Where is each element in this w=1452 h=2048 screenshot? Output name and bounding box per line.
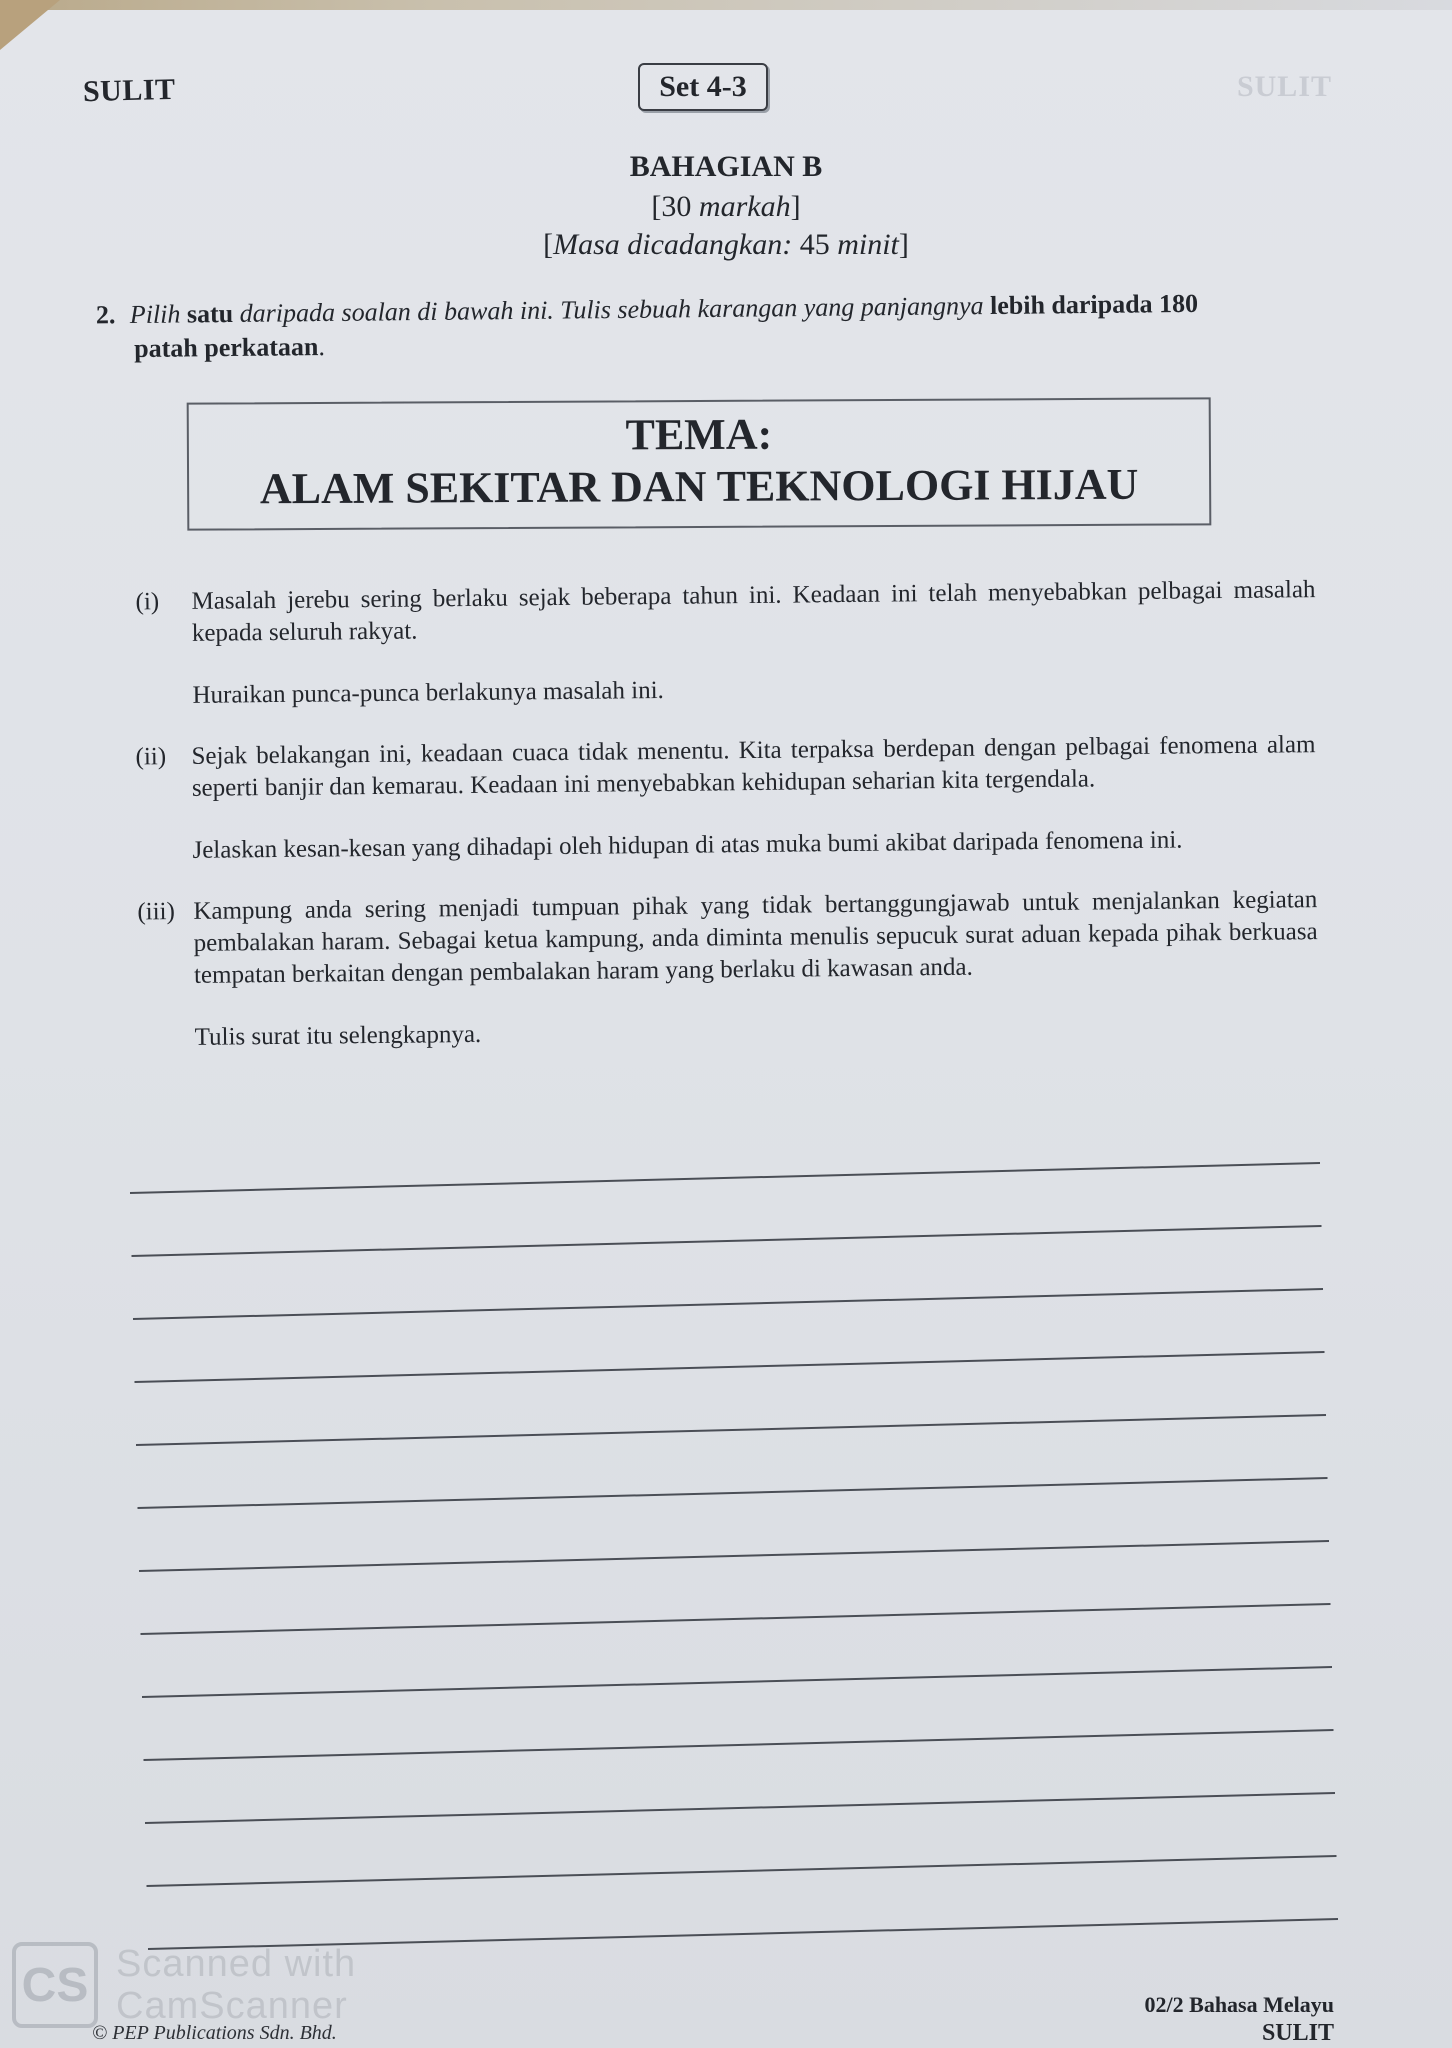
publisher-credit: © PEP Publications Sdn. Bhd. bbox=[92, 2022, 337, 2044]
answer-line bbox=[142, 1667, 1332, 1697]
answer-line bbox=[135, 1352, 1325, 1382]
classification-label: SULIT bbox=[82, 72, 176, 109]
answer-line bbox=[132, 1226, 1322, 1256]
bleed-through-classification: SULIT bbox=[1236, 70, 1332, 103]
theme-label: TEMA: bbox=[625, 409, 773, 460]
suggested-time: [Masa dicadangkan: 45 minit] bbox=[543, 228, 909, 261]
question-context: Kampung anda sering menjadi tumpuan pihak yang tidak bertanggungjawab untuk menjalankan kegiatan pembalakan haram. Sebagai ketua kampung, anda diminta menulis sepucuk surat aduan kepada pihak berkuasa tempatan berkaitan dengan pembalakan haram yang berlaku di kawasan anda. bbox=[193, 886, 1318, 989]
question-context: Masalah jerebu sering berlaku sejak beberapa tahun ini. Keadaan ini telah menyebabkan pelbagai masalah kepada seluruh rakyat. bbox=[191, 576, 1316, 647]
theme-title: ALAM SEKITAR DAN TEKNOLOGI HIJAU bbox=[259, 459, 1139, 514]
question-task: Tulis surat itu selengkapnya. bbox=[194, 1020, 482, 1051]
watermark-line-2: CamScanner bbox=[116, 1985, 348, 2027]
answer-line bbox=[145, 1793, 1335, 1823]
question-instruction: 2. Pilih satu daripada soalan di bawah ini. Tulis sebuah karangan yang panjangnya lebih daripada 180 patah perkataan. bbox=[95, 288, 1199, 364]
scanner-watermark bbox=[12, 1942, 356, 2028]
set-label: Set 4-3 bbox=[659, 70, 747, 103]
question-item-number: (i) bbox=[135, 588, 160, 616]
answer-line bbox=[130, 1163, 1320, 1193]
answer-line bbox=[141, 1604, 1331, 1634]
question-task: Huraikan punca-punca berlakunya masalah ini. bbox=[192, 676, 664, 709]
section-title: BAHAGIAN B bbox=[629, 150, 823, 183]
footer-classification: SULIT bbox=[1261, 2020, 1334, 2046]
question-context: Sejak belakangan ini, keadaan cuaca tidak menentu. Kita terpaksa berdepan dengan pelbagai fenomena alam seperti banjir dan kemarau. Keadaan ini menyebabkan kehidupan seharian kita tergendala. bbox=[191, 731, 1316, 802]
answer-line bbox=[144, 1730, 1334, 1760]
question-number: 2. bbox=[95, 300, 116, 330]
subject-code: 02/2 Bahasa Melayu bbox=[1144, 1992, 1334, 2017]
answer-line bbox=[136, 1415, 1326, 1445]
section-marks: [30 markah] bbox=[651, 190, 801, 223]
watermark-line-1: Scanned with bbox=[116, 1943, 357, 1985]
question-task: Jelaskan kesan-kesan yang dihadapi oleh hidupan di atas muka bumi akibat daripada fenomena ini. bbox=[192, 826, 1183, 864]
answer-line bbox=[133, 1289, 1323, 1319]
question-item-number: (iii) bbox=[137, 898, 176, 926]
answer-line bbox=[138, 1478, 1328, 1508]
question-item-number: (ii) bbox=[135, 743, 167, 771]
answer-line bbox=[139, 1541, 1329, 1571]
camscanner-logo-icon: CS bbox=[12, 1942, 98, 2028]
answer-line bbox=[147, 1856, 1337, 1886]
